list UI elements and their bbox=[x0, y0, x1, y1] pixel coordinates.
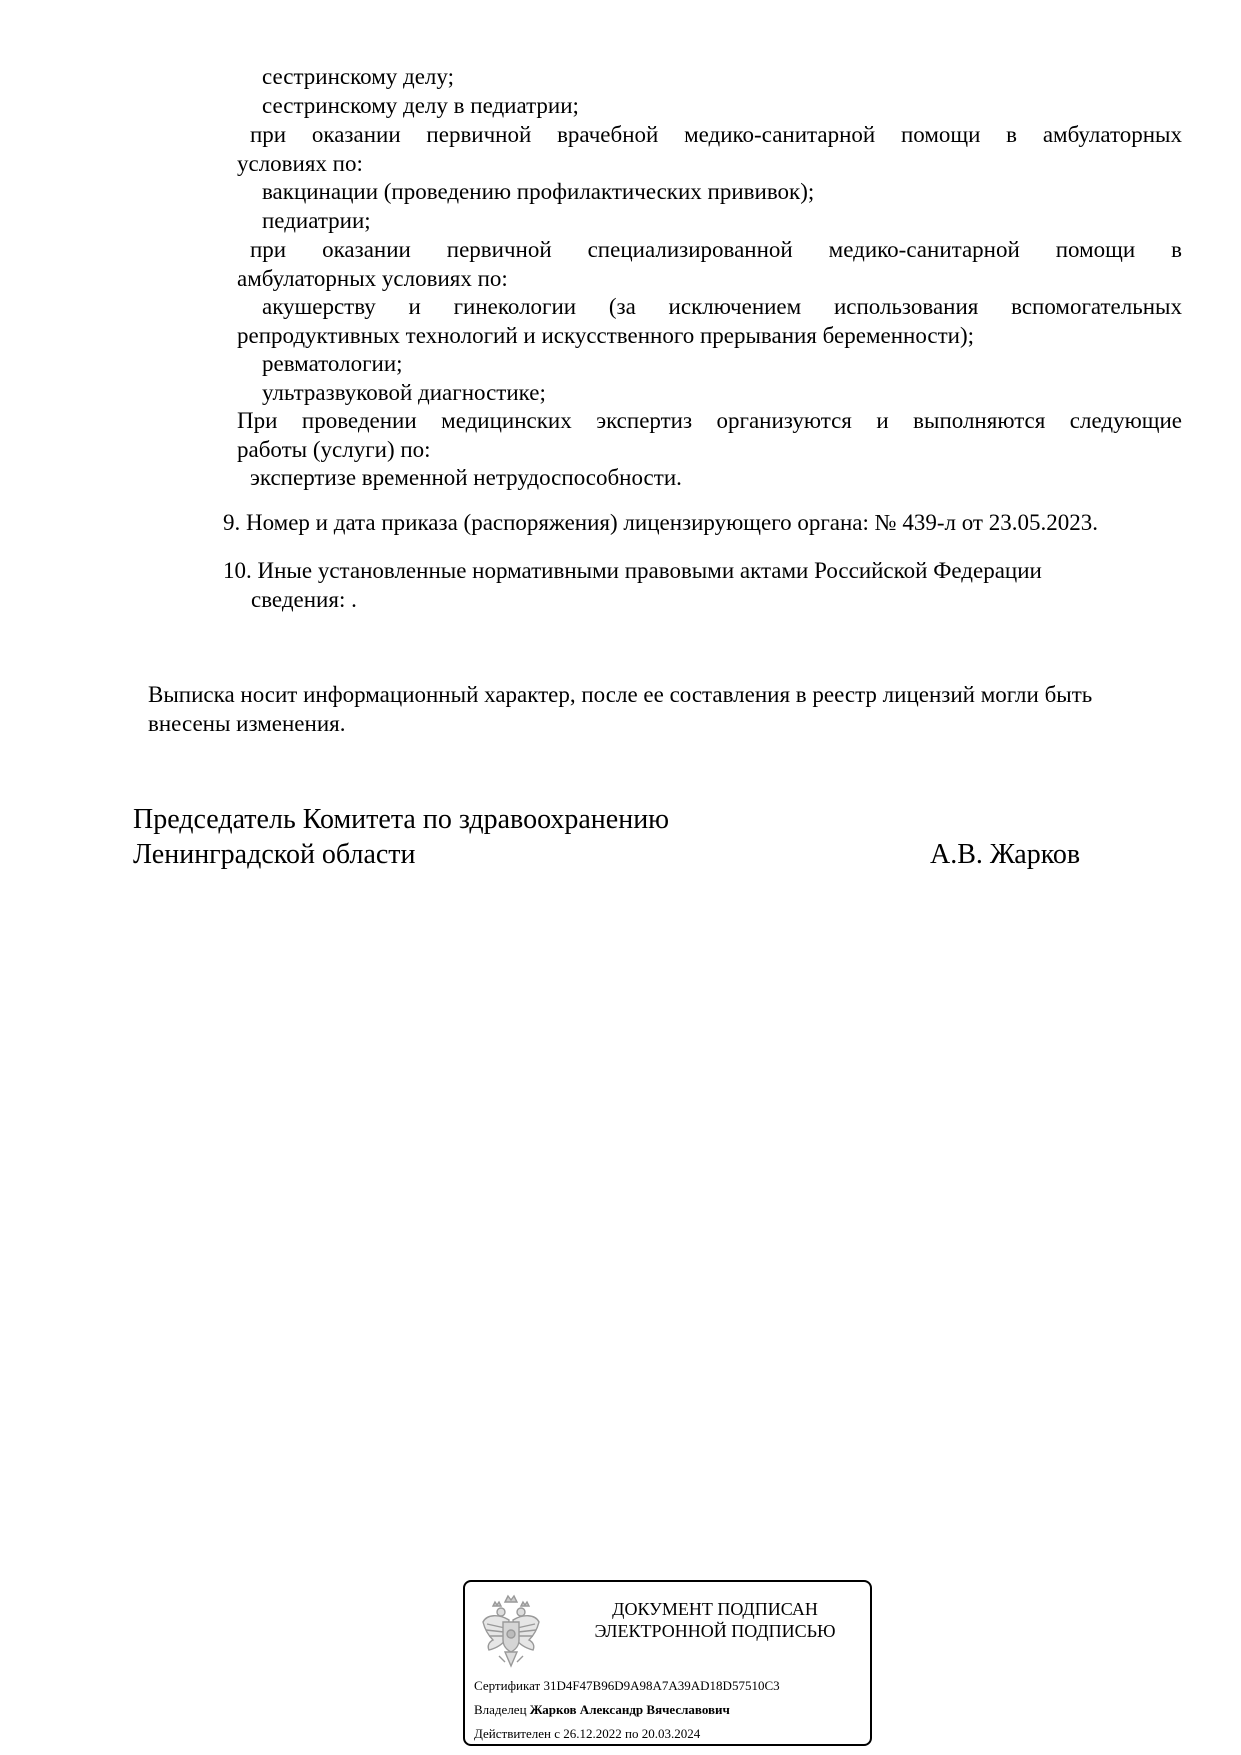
paragraph-line: репродуктивных технологий и искусственного прерывания беременности); bbox=[237, 323, 975, 348]
paragraph-medical-expertise bbox=[237, 406, 1182, 464]
list-item-disability-expertise: экспертизе временной нетрудоспособности. bbox=[250, 465, 682, 490]
stamp-certificate bbox=[474, 1678, 780, 1694]
item-9-order: 9. Номер и дата приказа (распоряжения) лицензирующего органа: № 439-л от 23.05.2023. bbox=[223, 510, 1098, 535]
signatory-position: Председатель Комитета по здравоохранению bbox=[133, 804, 670, 835]
paragraph-line: амбулаторных условиях по: bbox=[237, 266, 508, 291]
certificate-label: Сертификат bbox=[474, 1678, 541, 1693]
owner-value: Жарков Александр Вячеславович bbox=[529, 1702, 730, 1717]
owner-label: Владелец bbox=[474, 1702, 527, 1717]
item-10-line1: 10. Иные установленные нормативными правовыми актами Российской Федерации bbox=[223, 558, 1042, 583]
signatory-region: Ленинградской области bbox=[133, 839, 416, 870]
paragraph-line: условиях по: bbox=[237, 151, 363, 176]
paragraph-obstetrics bbox=[237, 292, 1182, 350]
stamp-validity: Действителен с 26.12.2022 по 20.03.2024 bbox=[474, 1726, 701, 1741]
list-item-vaccination: вакцинации (проведению профилактических прививок); bbox=[262, 179, 815, 204]
stamp-owner bbox=[474, 1702, 730, 1718]
paragraph-line: акушерству и гинекологии (за исключением использования вспомогательных bbox=[262, 294, 1182, 319]
paragraph-primary-doctor-care bbox=[237, 120, 1182, 178]
certificate-value: 31D4F47B96D9A98A7A39AD18D57510C3 bbox=[543, 1678, 780, 1693]
list-item-pediatrics: педиатрии; bbox=[262, 208, 371, 233]
signatory-name: А.В. Жарков bbox=[930, 839, 1081, 870]
electronic-signature-stamp bbox=[463, 1580, 872, 1746]
stamp-title-line1: ДОКУМЕНТ ПОДПИСАН bbox=[612, 1599, 818, 1619]
paragraph-line: при оказании первичной врачебной медико-санитарной помощи в амбулаторных bbox=[250, 122, 1182, 147]
stamp-title-line2: ЭЛЕКТРОННОЙ ПОДПИСЬЮ bbox=[594, 1621, 836, 1641]
paragraph-primary-specialized-care bbox=[237, 235, 1182, 293]
paragraph-line: при оказании первичной специализированной медико-санитарной помощи в bbox=[250, 237, 1182, 262]
disclaimer-line1: Выписка носит информационный характер, после ее составления в реестр лицензий могли быть bbox=[148, 682, 1093, 707]
paragraph-line: работы (услуги) по: bbox=[237, 437, 431, 462]
coat-of-arms-icon bbox=[479, 1592, 543, 1672]
paragraph-line: При проведении медицинских экспертиз организуются и выполняются следующие bbox=[237, 408, 1182, 433]
list-item-ultrasound: ультразвуковой диагностике; bbox=[262, 380, 546, 405]
list-item-rheumatology: ревматологии; bbox=[262, 351, 403, 376]
list-item-nursing: сестринскому делу; bbox=[262, 64, 454, 89]
list-item-nursing-pediatrics: сестринскому делу в педиатрии; bbox=[262, 93, 579, 118]
item-10-line2: сведения: . bbox=[251, 587, 357, 612]
disclaimer-line2: внесены изменения. bbox=[148, 711, 346, 736]
stamp-title bbox=[565, 1598, 865, 1642]
